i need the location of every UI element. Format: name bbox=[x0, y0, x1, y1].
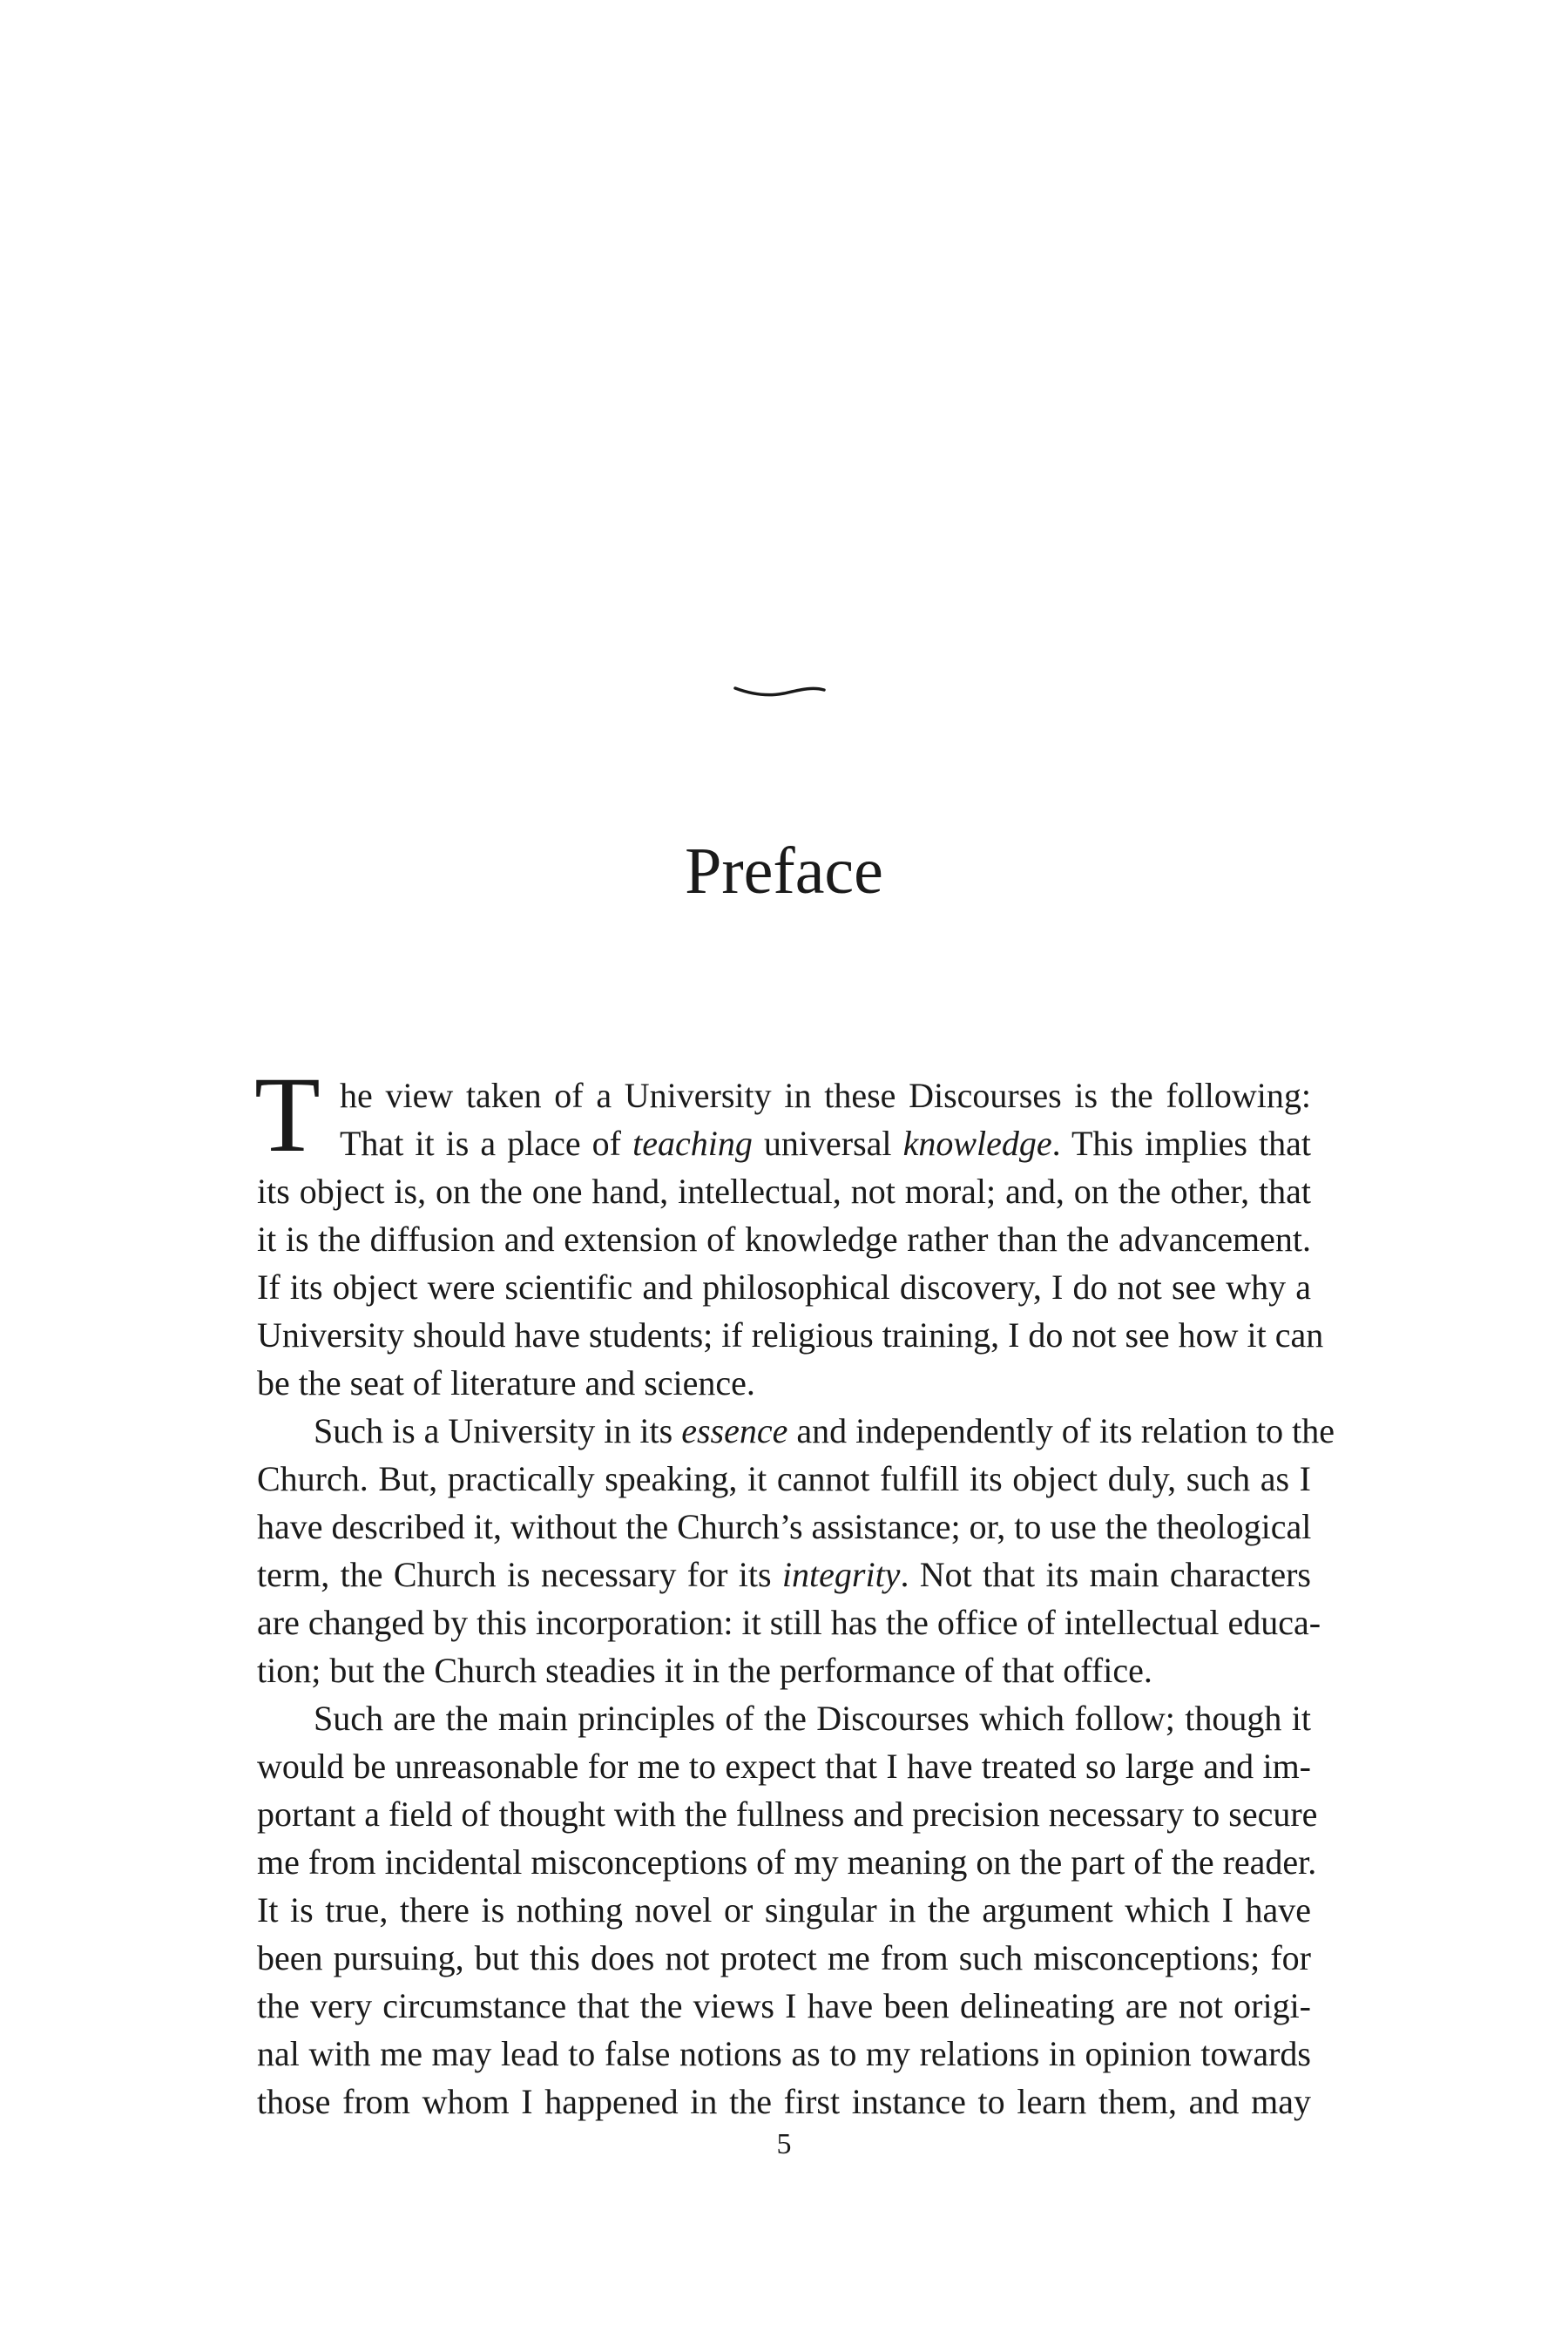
text-line: be the seat of literature and science. bbox=[257, 1363, 755, 1402]
text-line: tion; but the Church steadies it in the performance of that office. bbox=[257, 1651, 1152, 1690]
text-line: me from incidental misconceptions of my meaning on the part of the reader. bbox=[257, 1842, 1317, 1882]
text-line: those from whom I happened in the first instance to learn them, and may bbox=[257, 2082, 1311, 2121]
text-line: been pursuing, but this does not protect me from such misconceptions; for bbox=[257, 1938, 1311, 1977]
page-title: Preface bbox=[685, 835, 883, 908]
text-line: are changed by this incorporation: it still has the office of intellectual educa- bbox=[257, 1603, 1321, 1642]
text-line: have described it, without the Church’s assistance; or, to use the theological bbox=[257, 1507, 1312, 1546]
text-line: Church. But, practically speaking, it cannot fulfill its object duly, such as I bbox=[257, 1459, 1311, 1498]
text-line: it is the diffusion and extension of knowledge rather than the advancement. bbox=[257, 1220, 1311, 1259]
page-number: 5 bbox=[776, 2128, 792, 2160]
text-line: Such are the main principles of the Discourses which follow; though it bbox=[314, 1699, 1311, 1738]
text-line: the very circumstance that the views I have been delineating are not origi- bbox=[257, 1986, 1311, 2025]
text-line: its object is, on the one hand, intellectual, not moral; and, on the other, that bbox=[257, 1172, 1311, 1211]
emphasis: essence bbox=[681, 1411, 788, 1450]
text-line: Such is a University in its essence and independently of its relation to the bbox=[314, 1411, 1335, 1450]
text-line: term, the Church is necessary for its integrity. Not that its main characters bbox=[257, 1555, 1311, 1594]
text-line: portant a field of thought with the fullness and precision necessary to secure bbox=[257, 1794, 1318, 1834]
emphasis: knowledge bbox=[902, 1124, 1052, 1163]
text-line: If its object were scientific and philosophical discovery, I do not see why a bbox=[257, 1267, 1311, 1307]
text-line: University should have students; if religious training, I do not see how it can bbox=[257, 1315, 1324, 1355]
text-line: nal with me may lead to false notions as to my relations in opinion towards bbox=[257, 2034, 1311, 2073]
emphasis: integrity bbox=[781, 1555, 901, 1594]
text-line: It is true, there is nothing novel or singular in the argument which I have bbox=[257, 1890, 1311, 1930]
text-line: would be unreasonable for me to expect that I have treated so large and im- bbox=[257, 1747, 1311, 1786]
text-line: That it is a place of teaching universal knowledge. This implies that bbox=[340, 1124, 1311, 1163]
swash-ornament-icon bbox=[732, 671, 828, 706]
text-line: he view taken of a University in these Discourses is the following: bbox=[340, 1076, 1311, 1115]
drop-cap: T bbox=[254, 1055, 321, 1174]
emphasis: teaching bbox=[632, 1124, 753, 1163]
